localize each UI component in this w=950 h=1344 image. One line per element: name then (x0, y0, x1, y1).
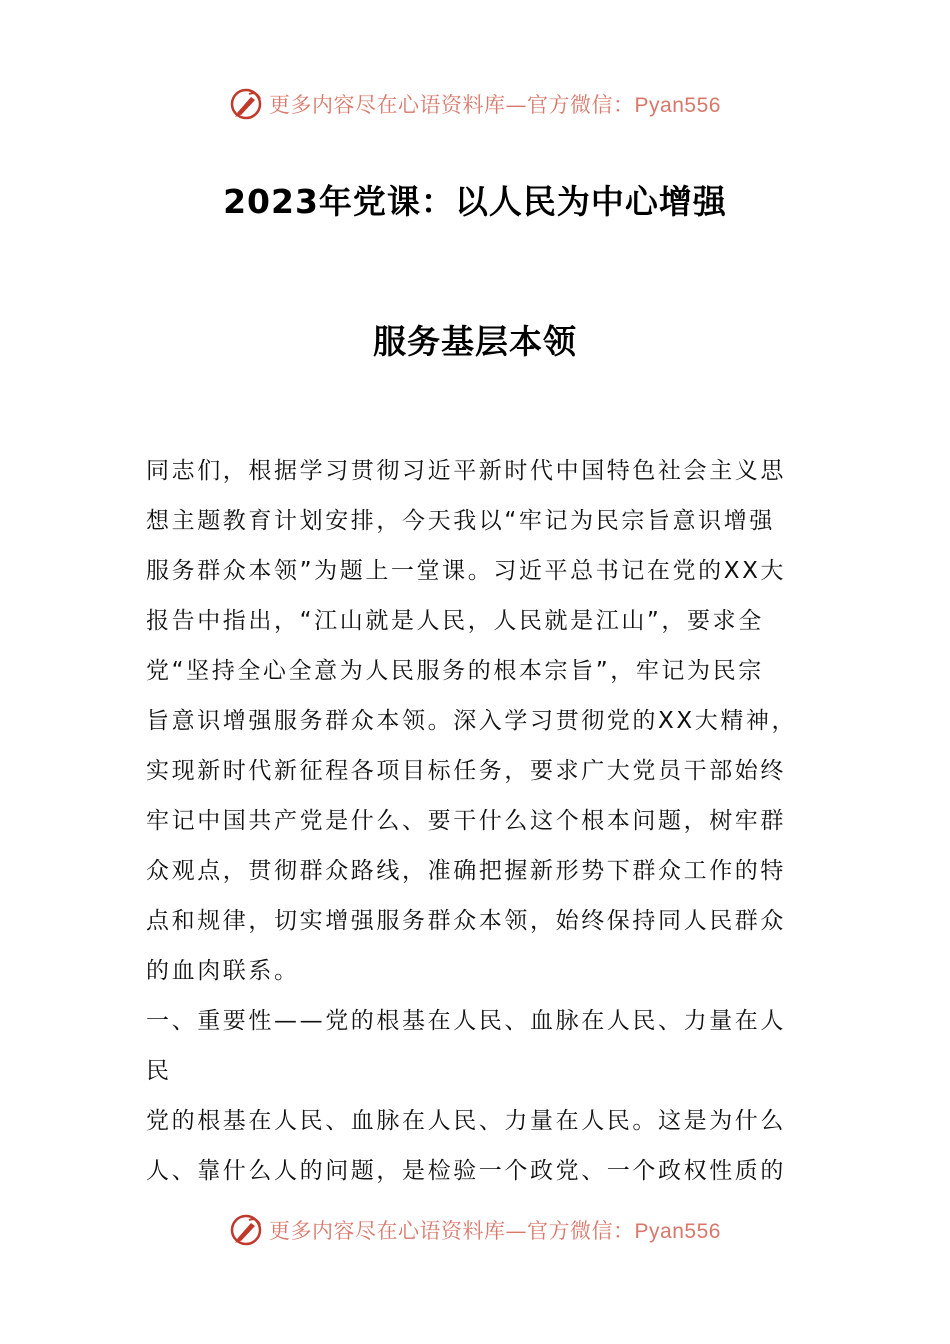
body-line: 点和规律，切实增强服务群众本领，始终保持同人民群众 (146, 908, 786, 934)
body-line: 服务群众本领”为题上一堂课。习近平总书记在党的XX大 (146, 558, 787, 584)
body-line: 实现新时代新征程各项目标任务，要求广大党员干部始终 (146, 758, 786, 784)
section-heading-line: 民 (146, 1058, 172, 1084)
section-heading-line: 一、重要性——党的根基在人民、血脉在人民、力量在人 (146, 1008, 786, 1034)
body-line: 众观点，贯彻群众路线，准确把握新形势下群众工作的特 (146, 858, 786, 884)
watermark-wechat-id: Pyan556 (634, 94, 721, 117)
pen-circle-logo-icon (229, 87, 263, 121)
body-line: 的血肉联系。 (146, 958, 300, 984)
watermark-text-cn: 更多内容尽在心语资料库—官方微信： (269, 1219, 635, 1243)
document-title-line-1: 2023年党课：以人民为中心增强 (223, 182, 727, 221)
body-line: 党“坚持全心全意为人民服务的根本宗旨”，牢记为民宗 (146, 658, 764, 684)
body-line: 人、靠什么人的问题，是检验一个政党、一个政权性质的 (146, 1158, 786, 1184)
body-line: 旨意识增强服务群众本领。深入学习贯彻党的XX大精神， (146, 708, 798, 734)
watermark-banner-top (0, 84, 950, 124)
watermark-text-cn: 更多内容尽在心语资料库—官方微信： (269, 93, 635, 117)
body-line: 党的根基在人民、血脉在人民、力量在人民。这是为什么 (146, 1108, 786, 1134)
body-line: 报告中指出，“江山就是人民，人民就是江山”，要求全 (146, 608, 764, 634)
watermark-wechat-id: Pyan556 (634, 1220, 721, 1243)
document-body (146, 446, 806, 1196)
body-line: 牢记中国共产党是什么、要干什么这个根本问题，树牢群 (146, 808, 786, 834)
body-line: 想主题教育计划安排，今天我以“牢记为民宗旨意识增强 (146, 508, 775, 534)
watermark-text (269, 89, 721, 119)
document-title-line-2: 服务基层本领 (373, 322, 577, 361)
pen-circle-logo-icon (229, 1213, 263, 1247)
watermark-text (269, 1215, 721, 1245)
watermark-banner-bottom (0, 1210, 950, 1250)
body-line: 同志们，根据学习贯彻习近平新时代中国特色社会主义思 (146, 458, 786, 484)
